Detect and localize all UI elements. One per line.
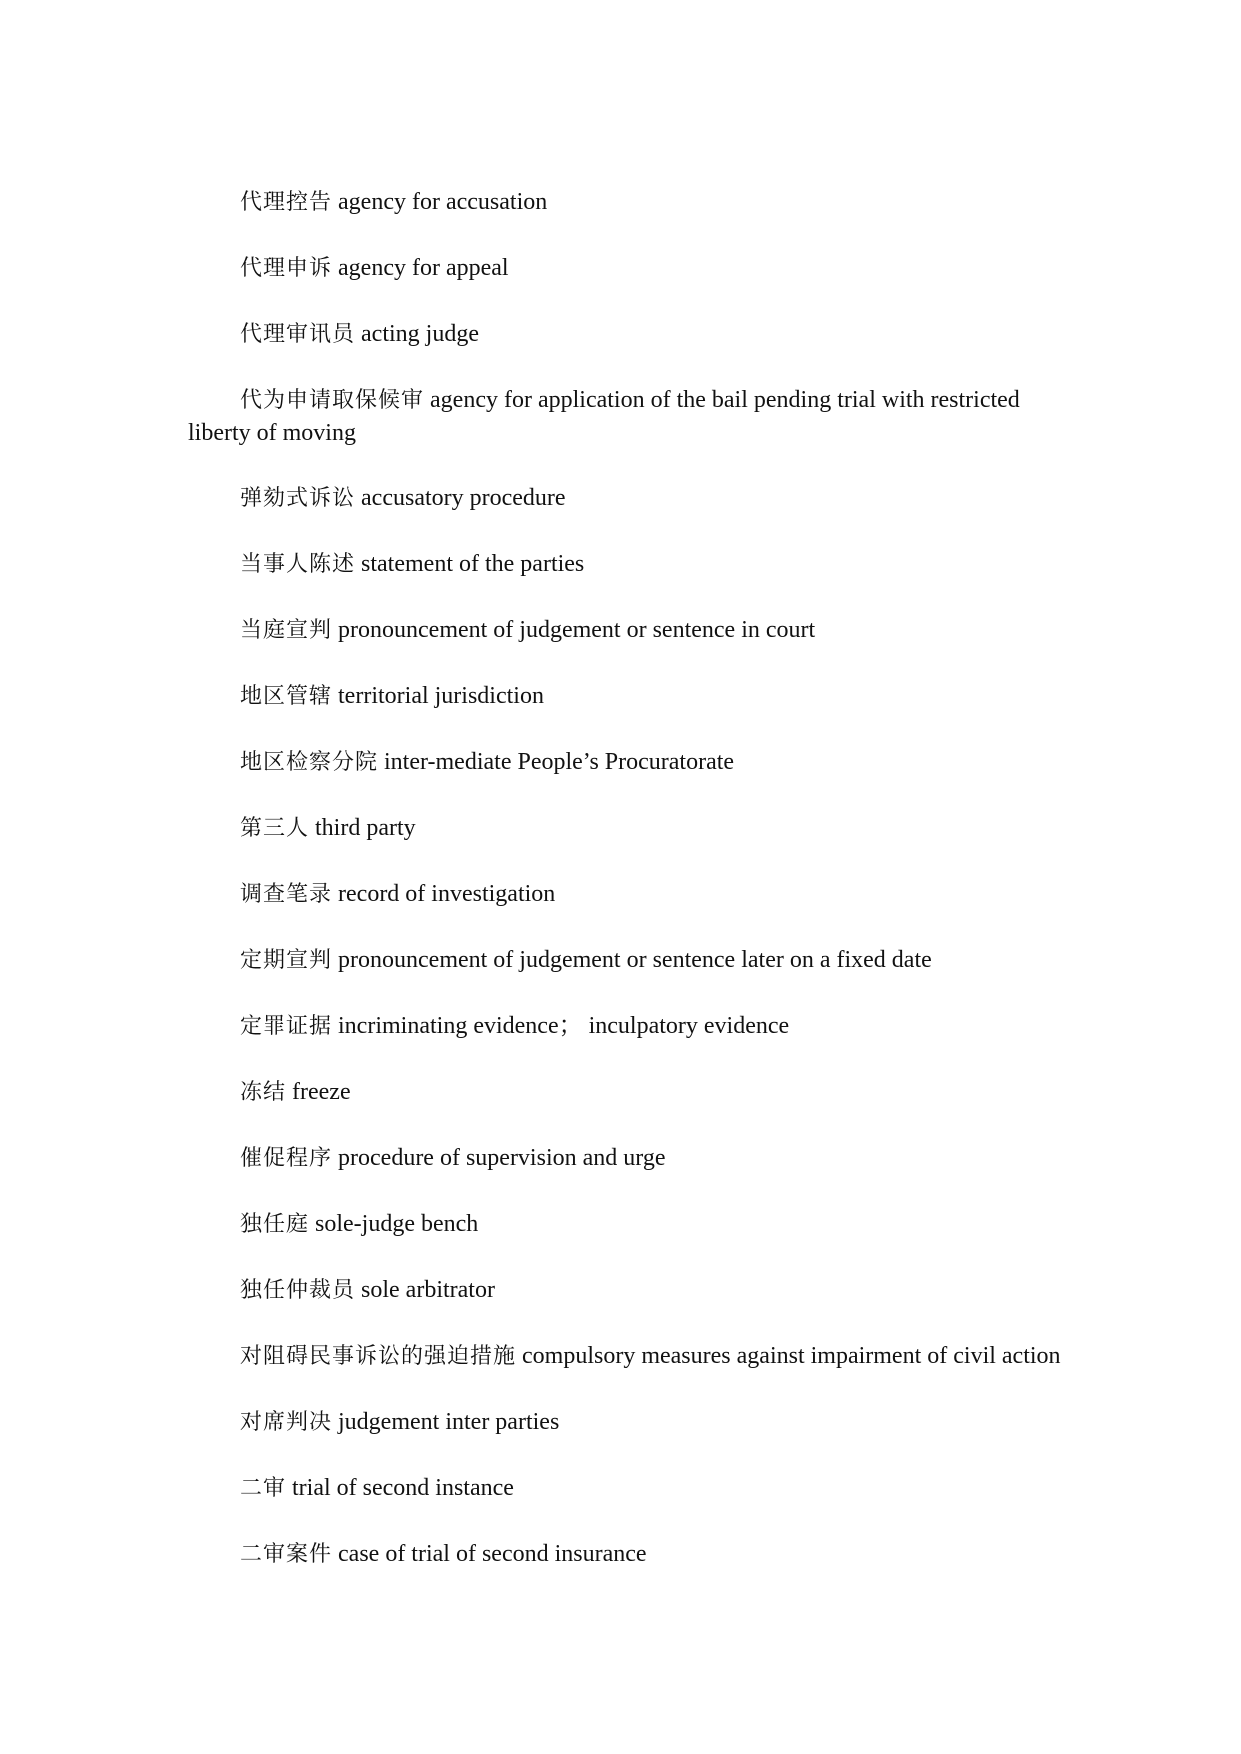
entry-term-en: agency for application of the bail pending trial with restricted liberty of moving: [188, 387, 1020, 446]
entry-term-en: pronouncement of judgement or sentence later on a fixed date: [338, 947, 932, 973]
glossary-entry: [188, 614, 1068, 647]
glossary-entry: [188, 1208, 1068, 1241]
entry-term-zh: 弹劾式诉讼: [240, 486, 356, 511]
entry-term-zh: 代理申诉: [240, 256, 333, 281]
entry-term-en: agency for appeal: [338, 255, 509, 281]
glossary-entry: [188, 1538, 1068, 1571]
entry-term-en: compulsory measures against impairment of civil action: [522, 1343, 1061, 1369]
entry-term-zh: 代理控告: [240, 190, 333, 215]
glossary-entry: [188, 482, 1068, 515]
entry-term-zh: 独任庭: [240, 1212, 310, 1237]
entry-term-zh: 对阻碍民事诉讼的强迫措施: [240, 1344, 517, 1369]
glossary-entry: [188, 1472, 1068, 1505]
glossary-entry: [188, 1076, 1068, 1109]
glossary-entry: [188, 1340, 1068, 1373]
glossary-entry: [188, 812, 1068, 845]
entry-term-zh: 定罪证据: [240, 1014, 333, 1039]
entry-term-en: territorial jurisdiction: [338, 683, 544, 709]
entry-term-zh: 二审: [240, 1476, 287, 1501]
glossary-entry: [188, 252, 1068, 285]
entry-term-en: sole arbitrator: [361, 1277, 495, 1303]
entry-term-zh: 当庭宣判: [240, 618, 333, 643]
entry-term-zh: 二审案件: [240, 1542, 333, 1567]
entry-term-zh: 调查笔录: [240, 882, 333, 907]
glossary-entry: [188, 680, 1068, 713]
entry-term-en: sole-judge bench: [315, 1211, 479, 1237]
entry-term-en: trial of second instance: [292, 1475, 514, 1501]
entry-term-en: judgement inter parties: [338, 1409, 560, 1435]
glossary-entry: [188, 384, 1068, 449]
entry-term-zh: 独任仲裁员: [240, 1278, 356, 1303]
entry-term-en: inter-mediate People’s Procuratorate: [384, 749, 735, 775]
glossary-entry: [188, 318, 1068, 351]
entry-term-zh: 第三人: [240, 816, 310, 841]
glossary-entry: [188, 746, 1068, 779]
glossary-entry: [188, 1010, 1068, 1043]
glossary-entry: [188, 186, 1068, 219]
entry-term-zh: 对席判决: [240, 1410, 333, 1435]
entry-term-en: statement of the parties: [361, 551, 585, 577]
entry-term-zh: 定期宣判: [240, 948, 333, 973]
entry-term-en: third party: [315, 815, 416, 841]
entry-term-en: record of investigation: [338, 881, 556, 907]
entry-term-en: freeze: [292, 1079, 351, 1105]
entry-term-zh: 代为申请取保候审: [240, 388, 425, 413]
entry-term-zh: 冻结: [240, 1080, 287, 1105]
entry-term-en: acting judge: [361, 321, 479, 347]
entry-term-en: pronouncement of judgement or sentence in court: [338, 617, 816, 643]
glossary-entry: [188, 878, 1068, 911]
glossary-entry: [188, 548, 1068, 581]
entry-term-en: procedure of supervision and urge: [338, 1145, 666, 1171]
entry-term-zh: 地区检察分院: [240, 750, 379, 775]
glossary-document: [188, 186, 1068, 1604]
entry-term-zh: 当事人陈述: [240, 552, 356, 577]
entry-term-en: incriminating evidence； inculpatory evidence: [338, 1013, 790, 1039]
entry-term-zh: 地区管辖: [240, 684, 333, 709]
glossary-entry: [188, 1142, 1068, 1175]
glossary-entry: [188, 944, 1068, 977]
entry-term-en: accusatory procedure: [361, 485, 566, 511]
glossary-entry: [188, 1274, 1068, 1307]
entry-term-en: agency for accusation: [338, 189, 548, 215]
glossary-entry: [188, 1406, 1068, 1439]
entry-term-en: case of trial of second insurance: [338, 1541, 647, 1567]
entry-term-zh: 代理审讯员: [240, 322, 356, 347]
entry-term-zh: 催促程序: [240, 1146, 333, 1171]
